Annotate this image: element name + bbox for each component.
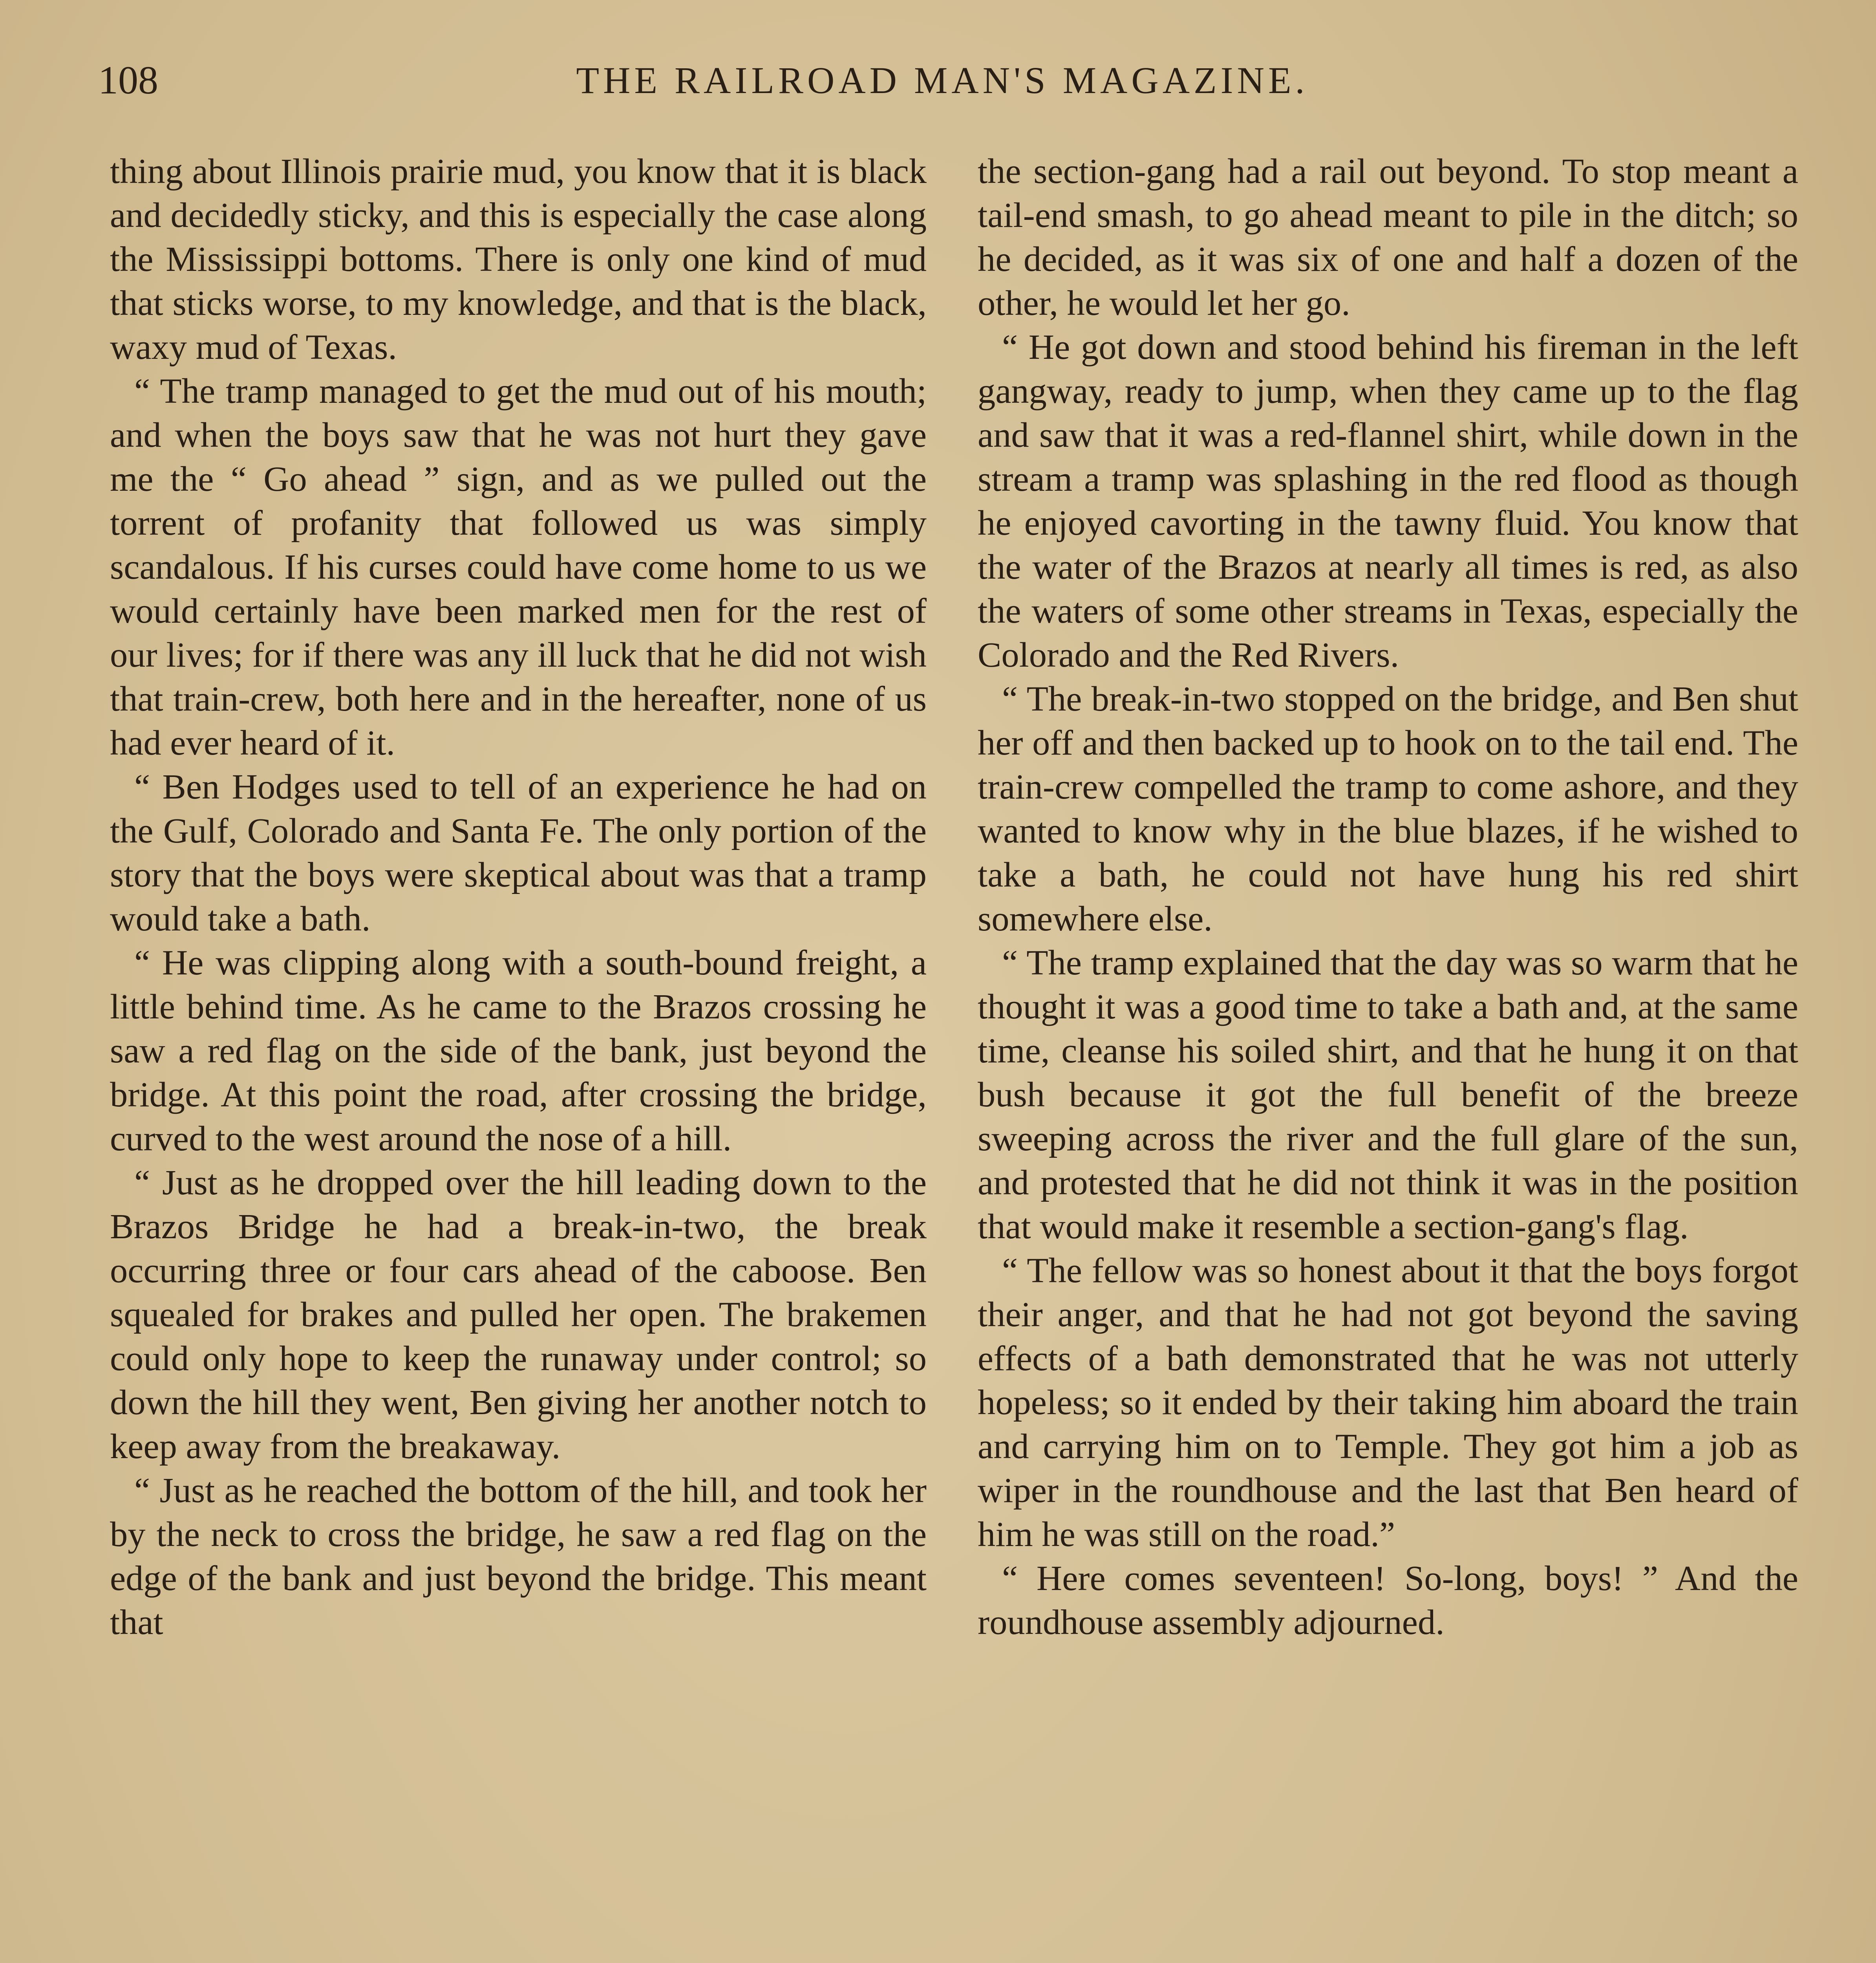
story-paragraph: “ The break-in-two stopped on the bridge, and Ben shut her off and then backed up to hook on to the tail end. The train-crew compelled the tramp to come ashore, and they wanted to know why in the blue blazes, if he wished to take a bath, he could not have hung his red shirt somewhere else. <box>978 679 1798 938</box>
story-paragraph: “ Just as he dropped over the hill leading down to the Brazos Bridge he had a break-in-two, the break occurring three or four cars ahead of the caboose. Ben squealed for brakes and pulled her open. The brakemen could only hope to keep the runaway under control; so down the hill they went, Ben giving her another notch to keep away from the breakaway. <box>110 1162 927 1466</box>
story-paragraph: “ Ben Hodges used to tell of an experience he had on the Gulf, Colorado and Santa Fe. The only portion of the story that the boys were skeptical about was that a tramp would take a bath. <box>110 767 927 938</box>
running-title: THE RAILROAD MAN'S MAGAZINE. <box>576 59 1309 101</box>
story-left-column <box>110 149 927 1644</box>
page-number: 108 <box>98 58 158 102</box>
story-paragraph: “ He was clipping along with a south-bound freight, a little behind time. As he came to the Brazos crossing he saw a red flag on the side of the bank, just beyond the bridge. At this point the road, after crossing the bridge, curved to the west around the nose of a hill. <box>110 943 927 1158</box>
story-paragraph: thing about Illinois prairie mud, you know that it is black and decidedly sticky, and this is especially the case along the Mississippi bottoms. There is only one kind of mud that sticks worse, to my knowledge, and that is the black, waxy mud of Texas. <box>110 151 927 367</box>
page-header <box>98 55 1786 106</box>
story-paragraph: “ Just as he reached the bottom of the hill, and took her by the neck to cross the bridge, he saw a red flag on the edge of the bank and just beyond the bridge. This meant that <box>110 1470 927 1642</box>
story-paragraph: “ Here comes seventeen! So-long, boys! ” And the roundhouse assembly adjourned. <box>978 1558 1798 1642</box>
story-paragraph: “ He got down and stood behind his fireman in the left gangway, ready to jump, when they came up to the flag and saw that it was a red-flannel shirt, while down in the stream a tramp was splashing in the red flood as though he enjoyed cavorting in the tawny fluid. You know that the water of the Brazos at nearly all times is red, as also the waters of some other streams in Texas, especially the Colorado and the Red Rivers. <box>978 327 1798 674</box>
story-right-column <box>978 149 1798 1644</box>
story-paragraph: the section-gang had a rail out beyond. To stop meant a tail-end smash, to go ahead meant to pile in the ditch; so he decided, as it was six of one and half a dozen of the other, he would let her go. <box>978 151 1798 323</box>
story-paragraph: “ The tramp managed to get the mud out of his mouth; and when the boys saw that he was not hurt they gave me the “ Go ahead ” sign, and as we pulled out the torrent of profanity that followed us was simply scandalous. If his curses could have come home to us we would certainly have been marked men for the rest of our lives; for if there was any ill luck that he did not wish that train-crew, both here and in the hereafter, none of us had ever heard of it. <box>110 371 927 762</box>
story-paragraph: “ The fellow was so honest about it that the boys forgot their anger, and that he had not got beyond the saving effects of a bath demonstrated that he was not utterly hopeless; so it ended by their taking him aboard the train and carrying him on to Temple. They got him a job as wiper in the roundhouse and the last that Ben heard of him he was still on the road.” <box>978 1250 1798 1554</box>
story-paragraph: “ The tramp explained that the day was so warm that he thought it was a good time to take a bath and, at the same time, cleanse his soiled shirt, and that he hung it on that bush because it got the full benefit of the breeze sweeping across the river and the full glare of the sun, and protested that he did not think it was in the position that would make it resemble a section-gang's flag. <box>978 943 1798 1246</box>
